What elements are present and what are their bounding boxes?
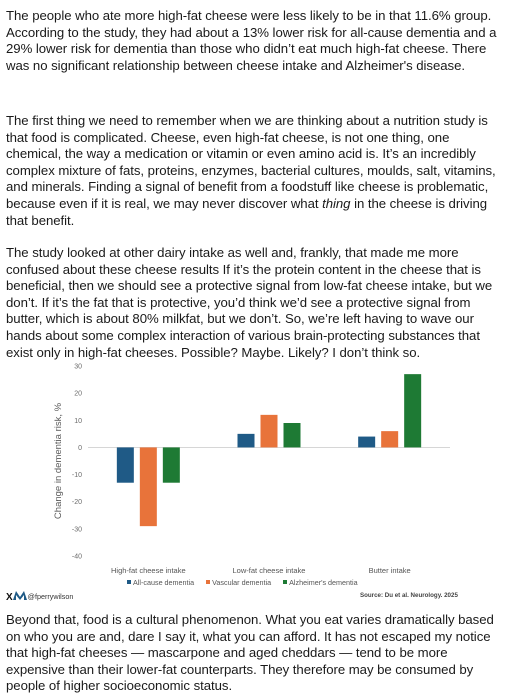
dementia-risk-chart <box>48 358 458 608</box>
paragraph-2: The first thing we need to remember when we are thinking about a nutrition study is that food is complicated. Cheese, even high-fat cheese, is not one thing, one chemical, the way a medication or vitamin or even amino acid is. It’s an incredibly complex mixture of fats, proteins, enzymes, bacterial cultures, moulds, salt, vitamins, and minerals. Finding a signal of benefit from a foodstuff like cheese is problematic, because even if it is real, we may never discover what thing in the cheese is driving that benefit. <box>6 113 496 228</box>
y-tick-label: -20 <box>71 499 82 507</box>
legend-row <box>127 578 370 587</box>
bar <box>238 434 255 448</box>
y-tick-label: 20 <box>74 390 82 398</box>
x-category-label: Butter intake <box>368 566 411 575</box>
emphasis-thing: thing <box>322 195 351 211</box>
bar <box>381 431 398 447</box>
bar <box>404 374 421 447</box>
handle-text: @fperrywilson <box>27 592 74 601</box>
bar <box>261 415 278 448</box>
y-tick-label: 10 <box>74 417 82 425</box>
legend-label: Vascular dementia <box>212 578 272 587</box>
author-handle <box>6 591 73 603</box>
legend-swatch <box>283 580 287 584</box>
y-tick-label: 30 <box>74 363 82 371</box>
legend-entry <box>206 578 271 587</box>
paragraph-3: The study looked at other dairy intake as well and, frankly, that made me more confused about these cheese results If it’s the protein content in the cheese that is beneficial, then we should see a protective signal from low-fat cheese intake, but we don’t. If it’s the fat that is protective, you’d think we’d see a protective signal from butter, which is about 80% milkfat, but we don’t. So, we’re left having to wave our hands about some complex interaction of various brain-protecting substances that exist only in high-fat cheeses. Possible? Maybe. Likely? I don’t think so. <box>6 245 493 360</box>
medium-logo-icon <box>13 591 27 600</box>
bar <box>284 423 301 447</box>
legend-swatch <box>127 580 131 584</box>
bar-chart-svg <box>48 358 458 578</box>
y-tick-label: -40 <box>71 553 82 561</box>
legend-entry <box>283 578 358 587</box>
y-tick-label: 0 <box>78 444 82 452</box>
legend-entry <box>127 578 194 587</box>
x-logo-icon: X <box>6 592 13 603</box>
paragraph-1: The people who ate more high-fat cheese were less likely to be in that 11.6% group. According to the study, they had about a 13% lower risk for all-cause dementia and a 29% lower risk for dementia than those who didn’t eat much high-fat cheese. There was no significant relationship between cheese intake and Alzheimer's disease. <box>6 8 497 73</box>
y-tick-label: -30 <box>71 526 82 534</box>
legend-label: Alzheimer's dementia <box>289 578 358 587</box>
legend-swatch <box>206 580 210 584</box>
y-axis-label: Change in dementia risk, % <box>53 402 64 520</box>
bar <box>163 447 180 482</box>
bar <box>117 447 134 482</box>
x-category-label: High-fat cheese intake <box>111 566 186 575</box>
paragraph-4: Beyond that, food is a cultural phenomenon. What you eat varies dramatically based on who you are and, dare I say it, what you can afford. It has not escaped my notice that high-fat cheeses — mascarpone and aged cheddars — tend to be more expensive than their lower-fat counterparts. They therefore may be consumed by people of higher socioeconomic status. <box>6 612 494 694</box>
legend-label: All-cause dementia <box>133 578 195 587</box>
bar <box>140 447 157 526</box>
x-category-label: Low-fat cheese intake <box>232 566 306 575</box>
y-tick-label: -10 <box>71 472 82 480</box>
bar <box>358 437 375 448</box>
chart-source: Source: Du et al. Neurology. 2025 <box>360 592 458 599</box>
